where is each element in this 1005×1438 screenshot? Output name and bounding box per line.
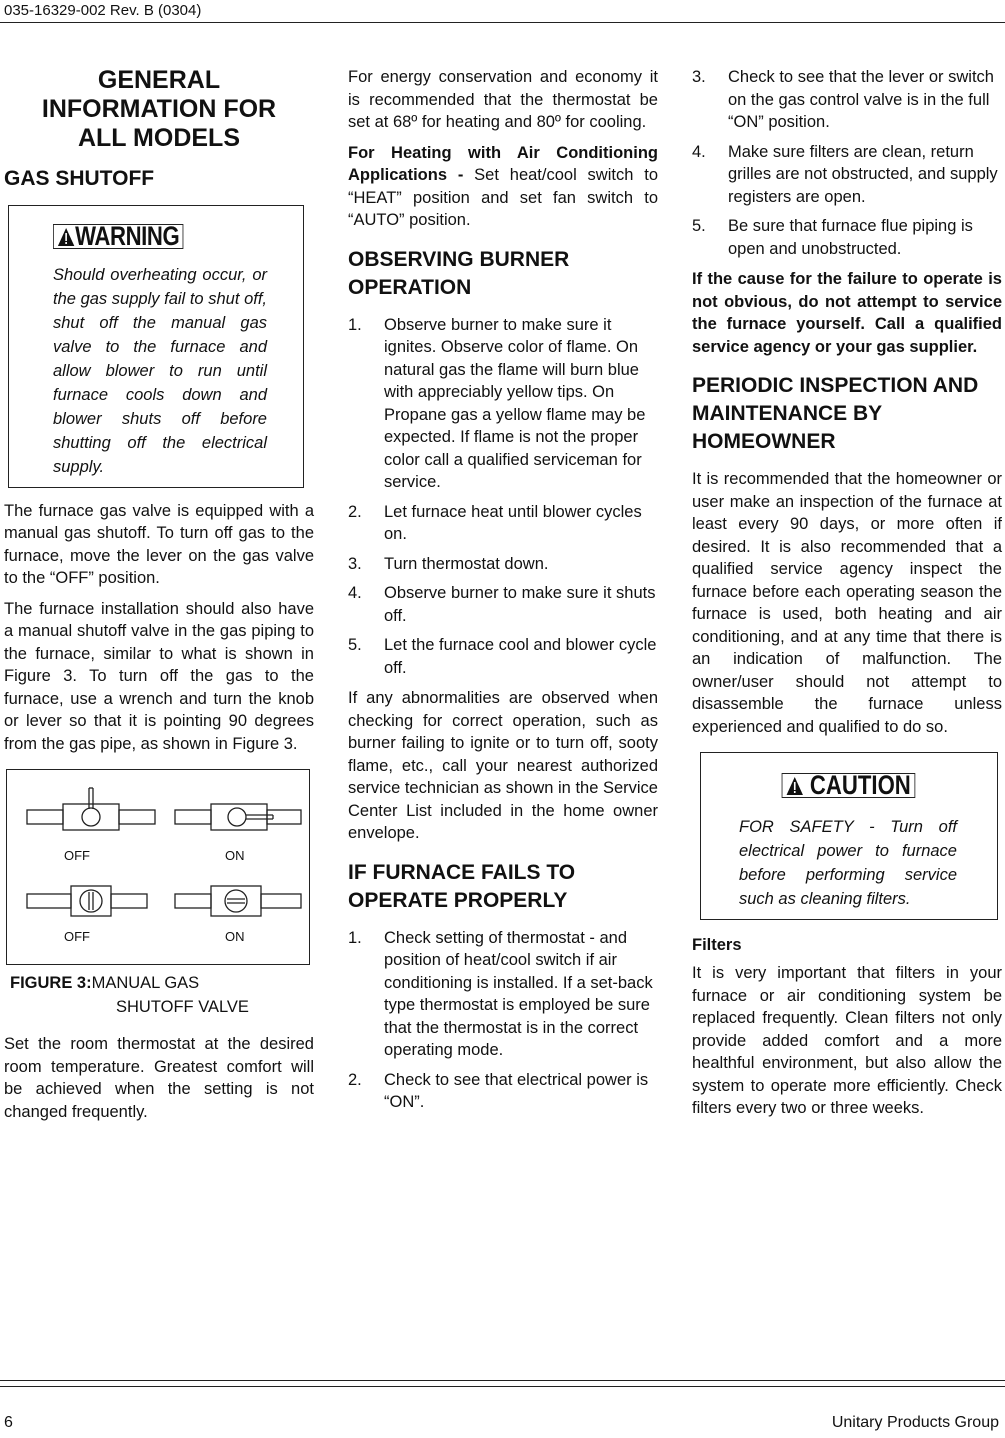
list-number: 4. xyxy=(692,142,706,161)
title-line: ALL MODELS xyxy=(77,124,241,152)
column-1 xyxy=(4,66,314,1131)
list-text: Be sure that furnace flue piping is open and unobstructed. xyxy=(728,217,973,258)
list-item xyxy=(348,553,658,576)
company-name: Unitary Products Group xyxy=(831,1414,999,1431)
list-text: Turn thermostat down. xyxy=(384,554,549,573)
service-notice: If the cause for the failure to operate is not obvious, do not attempt to service the furnace yourself. Call a qualified service agency or your gas supplier. xyxy=(692,270,1002,356)
figure-label-off: OFF xyxy=(64,848,90,863)
list-item xyxy=(348,927,658,1062)
air-conditioning-text: Set heat/cool switch to “HEAT” position and set fan switch to “AUTO” position. xyxy=(348,166,658,229)
figure-caption-line1: MANUAL GAS xyxy=(91,974,200,992)
list-number: 4. xyxy=(348,584,362,602)
list-number: 1. xyxy=(348,928,362,947)
caution-label-text: CAUTION xyxy=(809,770,911,800)
figure-label-off: OFF xyxy=(64,929,90,944)
warning-text: Should overheating occur, or the gas supply fail to shut off, shut off the manual gas valve to the furnace and allow blower to run until furnace cools down and blower shuts off before shutting off the electrical supply. xyxy=(53,265,267,476)
list-number: 2. xyxy=(348,1070,362,1089)
column-2 xyxy=(348,66,658,1122)
figure-caption xyxy=(10,971,314,1019)
furnace-fails-list xyxy=(348,927,658,1114)
manual-shutoff-paragraph: The furnace installation should also have a manual shutoff valve in the gas piping to the furnace, similar to what is shown in Figure 3. To turn off the gas to the furnace, use a wrench and turn the knob or lever so that it is pointing 90 degrees from the gas pipe, as shown in Figure 3. xyxy=(4,599,314,753)
title-line: GENERAL xyxy=(97,66,221,94)
valve-diagram xyxy=(7,770,311,964)
periodic-inspection-paragraph: It is recommended that the homeowner or user make an inspection of the furnace at least every 90 days, or more often if desired. It is also recommended that a qualified service agency inspect the furnace before each operating season the furnace is used, both heating and air conditioning, and at any time that there is an indication of malfunction. The owner/user should not attempt to disassemble the furnace unless experienced and qualified to do so. xyxy=(692,470,1002,736)
list-text: Observe burner to make sure it ignites. Observe color of flame. On natural gas the flame will burn blue with appreciably yellow tips. On Propane gas a yellow flame may be expected. If flame is not the proper color call a qualified serviceman for service. xyxy=(384,315,646,491)
warning-label-text: WARNING xyxy=(75,221,180,251)
warning-box xyxy=(8,205,304,488)
list-text: Let the furnace cool and blower cycle off. xyxy=(384,636,657,677)
list-number: 3. xyxy=(348,554,362,573)
warning-label xyxy=(53,221,183,251)
valve-on-lever-icon xyxy=(175,804,301,830)
list-number: 2. xyxy=(348,502,362,521)
figure-label-on: ON xyxy=(225,929,245,944)
thermostat-paragraph: Set the room thermostat at the desired room temperature. Greatest comfort will be achieved when the setting is not changed frequently. xyxy=(4,1035,314,1121)
footer-rule xyxy=(0,1380,1005,1381)
furnace-fails-list-continued xyxy=(692,66,1002,260)
footer-rule xyxy=(0,1386,1005,1387)
observing-burner-list xyxy=(348,314,658,680)
list-text: Check to see that electrical power is “ON”. xyxy=(384,1070,649,1111)
list-text: Observe burner to make sure it shuts off. xyxy=(384,584,656,625)
figure-caption-prefix: FIGURE 3: xyxy=(10,974,92,992)
list-item xyxy=(692,215,1002,260)
filters-heading: Filters xyxy=(692,935,742,954)
list-number: 5. xyxy=(692,217,706,235)
header-rule xyxy=(0,22,1005,23)
document-code: 035-16329-002 Rev. B (0304) xyxy=(4,2,202,19)
periodic-inspection-heading: PERIODIC INSPECTION AND MAINTENANCE BY HOMEOWNER xyxy=(692,374,979,453)
figure-label-on: ON xyxy=(225,848,245,863)
valve-on-knob-icon xyxy=(175,886,301,916)
energy-conservation-paragraph: For energy conservation and economy it is recommended that the thermostat be set at 68º for heating and 80º for cooling. xyxy=(348,68,658,131)
valve-off-knob-icon xyxy=(27,886,147,916)
page-number: 6 xyxy=(4,1414,13,1431)
observing-burner-heading: OBSERVING BURNER OPERATION xyxy=(348,247,570,299)
list-item xyxy=(348,314,658,494)
caution-text: FOR SAFETY - Turn off electrical power to furnace before performing service such as cleaning filters. xyxy=(739,817,957,908)
valve-off-lever-icon xyxy=(27,788,155,830)
furnace-fails-heading: IF FURNACE FAILS TO OPERATE PROPERLY xyxy=(348,860,576,912)
page-title xyxy=(4,66,314,153)
list-number: 5. xyxy=(348,636,362,654)
column-3 xyxy=(692,66,1002,1128)
list-item xyxy=(692,66,1002,134)
figure-3-manual-gas-valve xyxy=(6,769,310,965)
caution-label xyxy=(781,770,914,800)
title-line: INFORMATION FOR xyxy=(41,95,277,123)
list-item xyxy=(348,582,658,627)
air-conditioning-runin: For Heating with Air Conditioning Applications - xyxy=(348,143,658,184)
list-item xyxy=(692,141,1002,209)
warning-triangle-icon xyxy=(57,227,75,247)
figure-caption-line2: SHUTOFF VALVE xyxy=(116,998,249,1016)
gas-shutoff-heading: GAS SHUTOFF xyxy=(4,167,155,190)
abnormalities-paragraph: If any abnormalities are observed when checking for correct operation, such as burner failing to ignite or to turn off, sooty flame, etc., call your nearest authorized service technician as shown in the Service Center List included in the home owner envelope. xyxy=(348,689,658,842)
list-item xyxy=(348,1069,658,1114)
list-text: Let furnace heat until blower cycles on. xyxy=(384,502,642,543)
list-number: 1. xyxy=(348,315,362,334)
list-text: Make sure filters are clean, return grilles are not obstructed, and supply registers are open. xyxy=(728,142,998,206)
caution-box xyxy=(700,752,998,920)
gas-valve-paragraph: The furnace gas valve is equipped with a manual gas shutoff. To turn off gas to the furnace, move the lever on the gas valve to the “OFF” position. xyxy=(4,501,314,587)
list-text: Check setting of thermostat - and position of heat/cool switch if air conditioning is installed. If a set-back type thermostat is employed be sure that the thermostat is in the correct operating mode. xyxy=(384,928,653,1059)
list-text: Check to see that the lever or switch on the gas control valve is in the full “ON” position. xyxy=(728,68,994,131)
caution-triangle-icon xyxy=(785,776,803,796)
list-item xyxy=(348,634,658,679)
air-conditioning-paragraph xyxy=(348,142,658,232)
list-number: 3. xyxy=(692,68,706,86)
list-item xyxy=(348,501,658,546)
filters-paragraph: It is very important that filters in your furnace or air conditioning system be replaced frequently. Clean filters not only provide added comfort and a more healthful environment, but also allow the system to operate more efficiently. Check filters every two or three weeks. xyxy=(692,964,1002,1117)
